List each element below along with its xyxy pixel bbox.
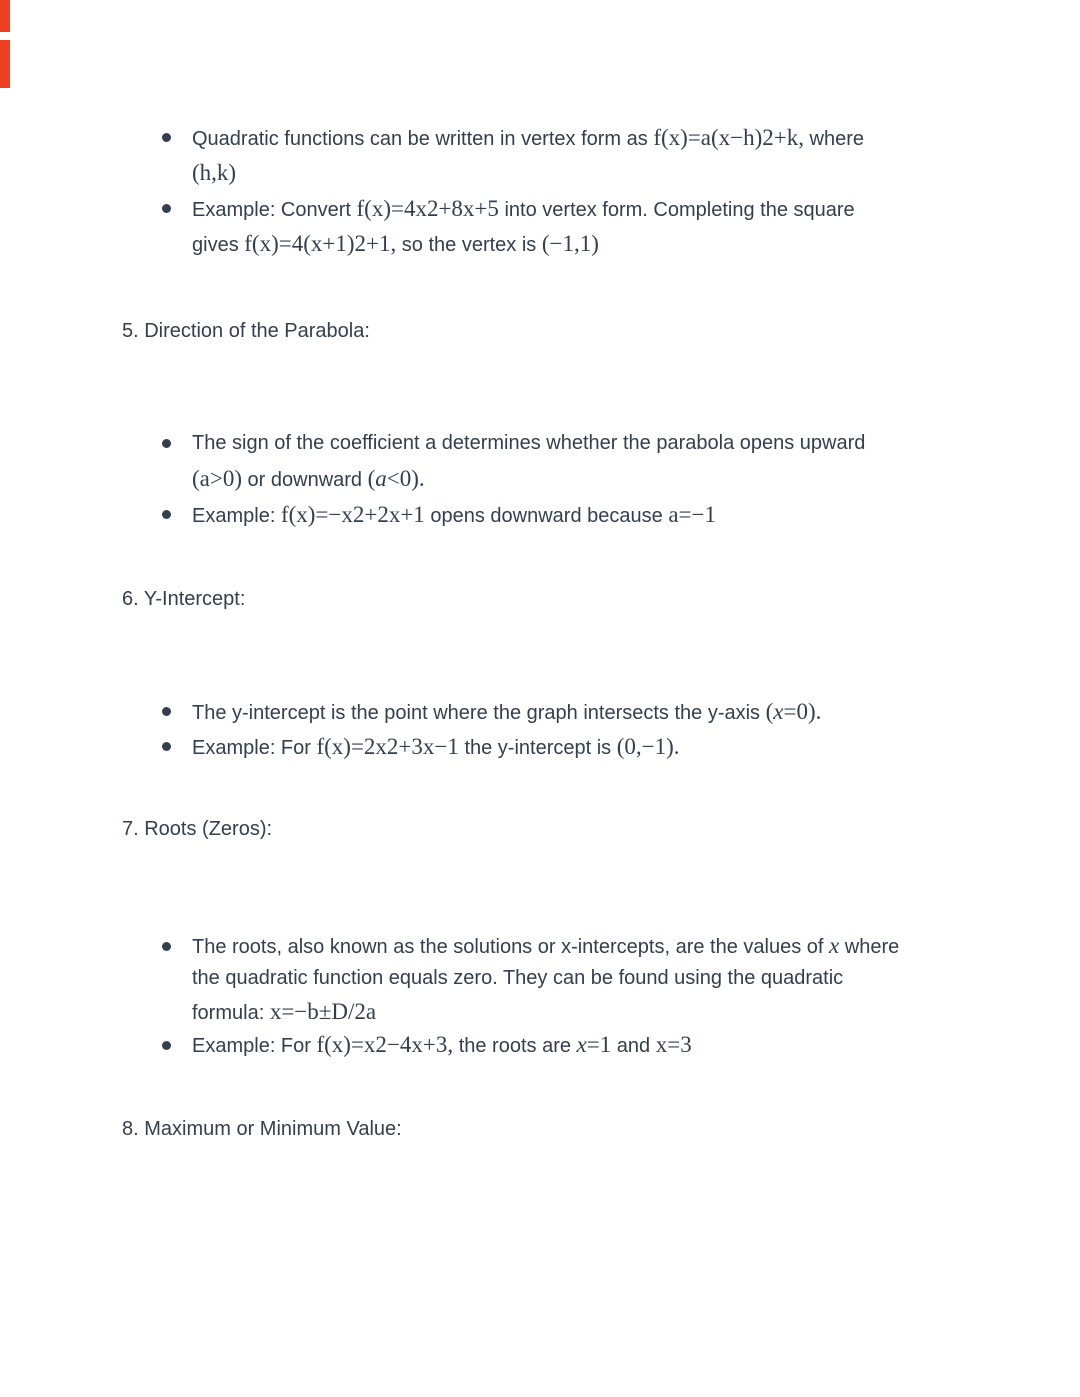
text-run: the quadratic function equals zero. They can be found using the quadratic (192, 967, 844, 989)
text-run: into vertex form. Completing the square (498, 198, 855, 221)
list-item-text (192, 929, 899, 1028)
math-run: f(x)=2x2+3x−1 (316, 734, 459, 760)
math-run: a (375, 466, 387, 492)
list-item (159, 191, 864, 262)
text-run: the roots are (453, 1035, 577, 1057)
text-line (192, 120, 864, 155)
list-item (159, 426, 865, 497)
text-run: Example: For (192, 737, 317, 760)
bullet-column (159, 929, 192, 1028)
math-run: (h,k) (192, 160, 237, 186)
text-run: The sign of the coefficient a determines whether the parabola opens upward (192, 432, 866, 454)
bullet-list (159, 426, 865, 532)
text-line (192, 694, 821, 729)
list-item-text (192, 191, 864, 262)
text-line (192, 929, 899, 962)
text-run: Example: Convert (192, 198, 357, 221)
text-run: where (804, 128, 865, 150)
bullet-dot-icon (162, 204, 171, 213)
section-heading: 6. Y-Intercept: (122, 588, 246, 610)
text-line (192, 226, 864, 261)
text-run: so the vertex is (396, 234, 542, 257)
list-item-text (192, 497, 865, 532)
text-run: and (611, 1035, 656, 1057)
text-run: gives (192, 234, 245, 257)
math-run: x (773, 699, 784, 724)
list-item-text (192, 120, 864, 191)
math-run: x=3 (655, 1032, 692, 1057)
math-run: x (829, 933, 840, 958)
text-line (192, 191, 864, 226)
text-line (192, 1028, 899, 1061)
text-run: The y-intercept is the point where the graph intersects the y-axis (192, 702, 766, 724)
list-item-text (192, 426, 865, 497)
text-run: The roots, also known as the solutions or x-intercepts, are the values of (192, 936, 829, 958)
math-run: f(x)=4(x+1)2+1, (244, 231, 397, 257)
bullet-dot-icon (162, 510, 171, 519)
text-run: opens downward because (424, 504, 669, 527)
text-line (192, 426, 865, 461)
list-item (159, 120, 864, 191)
bullet-column (159, 729, 192, 764)
text-run: the y-intercept is (458, 737, 617, 760)
math-run: x (576, 1032, 587, 1057)
list-item-text (192, 1028, 899, 1061)
edge-accent-mark (0, 0, 10, 32)
bullet-column (159, 191, 192, 262)
list-item-text (192, 694, 821, 729)
bullet-column (159, 120, 192, 191)
section-heading: 7. Roots (Zeros): (122, 818, 273, 840)
text-line (192, 729, 821, 764)
section-heading: 8. Maximum or Minimum Value: (122, 1118, 402, 1140)
text-line (192, 461, 865, 496)
math-run: <0). (386, 466, 425, 492)
list-item (159, 729, 821, 764)
list-item (159, 497, 865, 532)
text-line (192, 497, 865, 532)
bullet-dot-icon (162, 942, 171, 951)
bullet-dot-icon (162, 742, 171, 751)
list-item (159, 694, 821, 729)
bullet-column (159, 497, 192, 532)
math-run: x=−b±D/2a (269, 999, 377, 1024)
math-run: f(x)=4x2+8x+5 (356, 195, 499, 221)
math-run: (a>0) (192, 466, 242, 492)
math-run: f(x)=−x2+2x+1 (280, 501, 425, 527)
text-line (192, 155, 864, 190)
edge-accent-mark (0, 40, 10, 88)
math-run: ( (765, 699, 774, 724)
text-run: Example: For (192, 1035, 317, 1057)
bullet-column (159, 426, 192, 497)
math-run: =0). (783, 699, 822, 724)
bullet-column (159, 1028, 192, 1061)
text-run: formula: (192, 1002, 270, 1024)
bullet-list (159, 694, 821, 765)
text-line (192, 995, 899, 1028)
section-heading: 5. Direction of the Parabola: (122, 320, 370, 342)
math-run: f(x)=a(x−h)2+k, (653, 125, 804, 150)
text-line (192, 962, 899, 995)
bullet-dot-icon (162, 133, 171, 142)
math-run: (0,−1). (616, 734, 680, 760)
math-run: ( (367, 466, 376, 492)
list-item (159, 1028, 899, 1061)
text-run: where (839, 936, 900, 958)
bullet-list (159, 120, 864, 262)
text-run: Quadratic functions can be written in vertex form as (192, 128, 654, 150)
math-run: (−1,1) (541, 231, 599, 257)
text-run: Example: (192, 504, 281, 527)
math-run: f(x)=x2−4x+3, (316, 1032, 454, 1057)
list-item (159, 929, 899, 1028)
text-run: or downward (242, 469, 368, 492)
bullet-dot-icon (162, 439, 171, 448)
math-run: =1 (586, 1032, 612, 1057)
bullet-dot-icon (162, 1041, 171, 1050)
bullet-list (159, 929, 899, 1061)
bullet-column (159, 694, 192, 729)
list-item-text (192, 729, 821, 764)
bullet-dot-icon (162, 707, 171, 716)
math-run: a=−1 (668, 501, 716, 527)
